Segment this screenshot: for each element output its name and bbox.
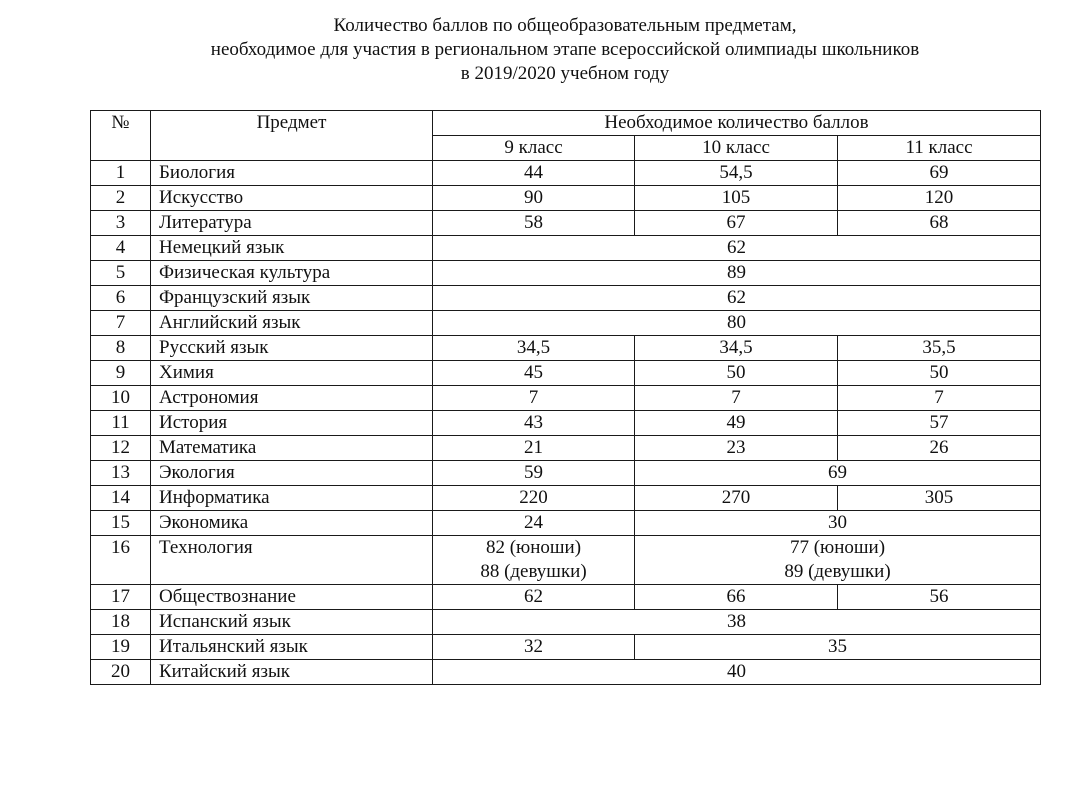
- score-grade-10-11: 69: [635, 461, 1041, 486]
- score-grade-9: 45: [433, 361, 635, 386]
- score-all-grades: 40: [433, 660, 1041, 685]
- row-subject: Русский язык: [151, 336, 433, 361]
- score-grade-10: 105: [635, 186, 838, 211]
- score-grade-10: 49: [635, 411, 838, 436]
- header-grade-11: 11 класс: [838, 136, 1041, 161]
- row-subject: Китайский язык: [151, 660, 433, 685]
- score-grade-10: 54,5: [635, 161, 838, 186]
- row-subject: Литература: [151, 211, 433, 236]
- score-grade-10-11: [635, 536, 1041, 585]
- row-subject: Астрономия: [151, 386, 433, 411]
- table-row: [91, 236, 1041, 261]
- score-grade-9: 21: [433, 436, 635, 461]
- score-girls: 88 (девушки): [480, 561, 587, 582]
- row-subject: Экология: [151, 461, 433, 486]
- score-all-grades: 89: [433, 261, 1041, 286]
- score-girls: 89 (девушки): [784, 561, 891, 582]
- score-grade-9: 58: [433, 211, 635, 236]
- header-subject: Предмет: [151, 111, 433, 161]
- table-row: [91, 361, 1041, 386]
- table-row: [91, 486, 1041, 511]
- table-row: [91, 585, 1041, 610]
- table-row: [91, 211, 1041, 236]
- score-grade-11: 35,5: [838, 336, 1041, 361]
- header-grade-9: 9 класс: [433, 136, 635, 161]
- table-header-row: [91, 111, 1041, 136]
- score-grade-9: 62: [433, 585, 635, 610]
- row-number: 5: [91, 261, 151, 286]
- row-subject: Испанский язык: [151, 610, 433, 635]
- row-subject: Французский язык: [151, 286, 433, 311]
- score-grade-9: 43: [433, 411, 635, 436]
- score-grade-11: 26: [838, 436, 1041, 461]
- score-grade-9: 44: [433, 161, 635, 186]
- scores-table: [90, 110, 1041, 685]
- title-line-3: в 2019/2020 учебном году: [460, 63, 670, 84]
- table-row: [91, 610, 1041, 635]
- score-grade-9: 59: [433, 461, 635, 486]
- row-number: 3: [91, 211, 151, 236]
- score-grade-11: 69: [838, 161, 1041, 186]
- title-line-2: необходимое для участия в региональном этапе всероссийской олимпиады школьников: [210, 39, 920, 60]
- row-number: 15: [91, 511, 151, 536]
- table-row: [91, 186, 1041, 211]
- table-row: [91, 261, 1041, 286]
- score-grade-9: 90: [433, 186, 635, 211]
- row-subject: Физическая культура: [151, 261, 433, 286]
- score-all-grades: 62: [433, 236, 1041, 261]
- row-number: 6: [91, 286, 151, 311]
- score-grade-11: 56: [838, 585, 1041, 610]
- score-grade-11: 57: [838, 411, 1041, 436]
- row-number: 2: [91, 186, 151, 211]
- score-grade-9: 32: [433, 635, 635, 660]
- row-subject: Английский язык: [151, 311, 433, 336]
- row-number: 20: [91, 660, 151, 685]
- row-subject: Немецкий язык: [151, 236, 433, 261]
- row-number: 7: [91, 311, 151, 336]
- table-row: [91, 161, 1041, 186]
- row-number: 8: [91, 336, 151, 361]
- score-grade-11: 68: [838, 211, 1041, 236]
- score-grade-9: 24: [433, 511, 635, 536]
- score-grade-10: 34,5: [635, 336, 838, 361]
- row-number: 14: [91, 486, 151, 511]
- table-row: [91, 336, 1041, 361]
- table-row: [91, 511, 1041, 536]
- row-number: 19: [91, 635, 151, 660]
- row-subject: Обществознание: [151, 585, 433, 610]
- row-number: 10: [91, 386, 151, 411]
- table-row: [91, 411, 1041, 436]
- score-grade-10: 66: [635, 585, 838, 610]
- header-num: №: [91, 111, 151, 161]
- score-grade-11: 305: [838, 486, 1041, 511]
- score-grade-9: 7: [433, 386, 635, 411]
- row-subject: Искусство: [151, 186, 433, 211]
- row-subject: Технология: [151, 536, 433, 585]
- table-row: [91, 660, 1041, 685]
- score-grade-10: 270: [635, 486, 838, 511]
- score-grade-10: 23: [635, 436, 838, 461]
- row-number: 13: [91, 461, 151, 486]
- row-number: 18: [91, 610, 151, 635]
- score-all-grades: 62: [433, 286, 1041, 311]
- row-number: 16: [91, 536, 151, 585]
- header-grade-10: 10 класс: [635, 136, 838, 161]
- score-grade-11: 50: [838, 361, 1041, 386]
- score-grade-10-11: 35: [635, 635, 1041, 660]
- row-subject: Биология: [151, 161, 433, 186]
- row-number: 4: [91, 236, 151, 261]
- score-grade-10-11: 30: [635, 511, 1041, 536]
- row-number: 17: [91, 585, 151, 610]
- row-number: 1: [91, 161, 151, 186]
- header-scores: Необходимое количество баллов: [433, 111, 1041, 136]
- row-subject: Химия: [151, 361, 433, 386]
- row-number: 11: [91, 411, 151, 436]
- table-row: [91, 386, 1041, 411]
- row-subject: Информатика: [151, 486, 433, 511]
- score-grade-10: 7: [635, 386, 838, 411]
- document-title: [0, 14, 1080, 86]
- score-grade-11: 120: [838, 186, 1041, 211]
- score-all-grades: 80: [433, 311, 1041, 336]
- score-grade-11: 7: [838, 386, 1041, 411]
- table-row: [91, 461, 1041, 486]
- row-subject: Математика: [151, 436, 433, 461]
- table-row: [91, 311, 1041, 336]
- table-row: [91, 536, 1041, 585]
- title-line-1: Количество баллов по общеобразовательным предметам,: [333, 15, 797, 36]
- score-grade-10: 50: [635, 361, 838, 386]
- table-row: [91, 286, 1041, 311]
- row-subject: Итальянский язык: [151, 635, 433, 660]
- score-grade-9: 220: [433, 486, 635, 511]
- score-boys: 82 (юноши): [485, 537, 582, 558]
- score-boys: 77 (юноши): [789, 537, 886, 558]
- score-grade-10: 67: [635, 211, 838, 236]
- table-row: [91, 635, 1041, 660]
- row-subject: Экономика: [151, 511, 433, 536]
- row-number: 12: [91, 436, 151, 461]
- score-grade-9: 34,5: [433, 336, 635, 361]
- row-number: 9: [91, 361, 151, 386]
- score-grade-9: [433, 536, 635, 585]
- row-subject: История: [151, 411, 433, 436]
- score-all-grades: 38: [433, 610, 1041, 635]
- table-row: [91, 436, 1041, 461]
